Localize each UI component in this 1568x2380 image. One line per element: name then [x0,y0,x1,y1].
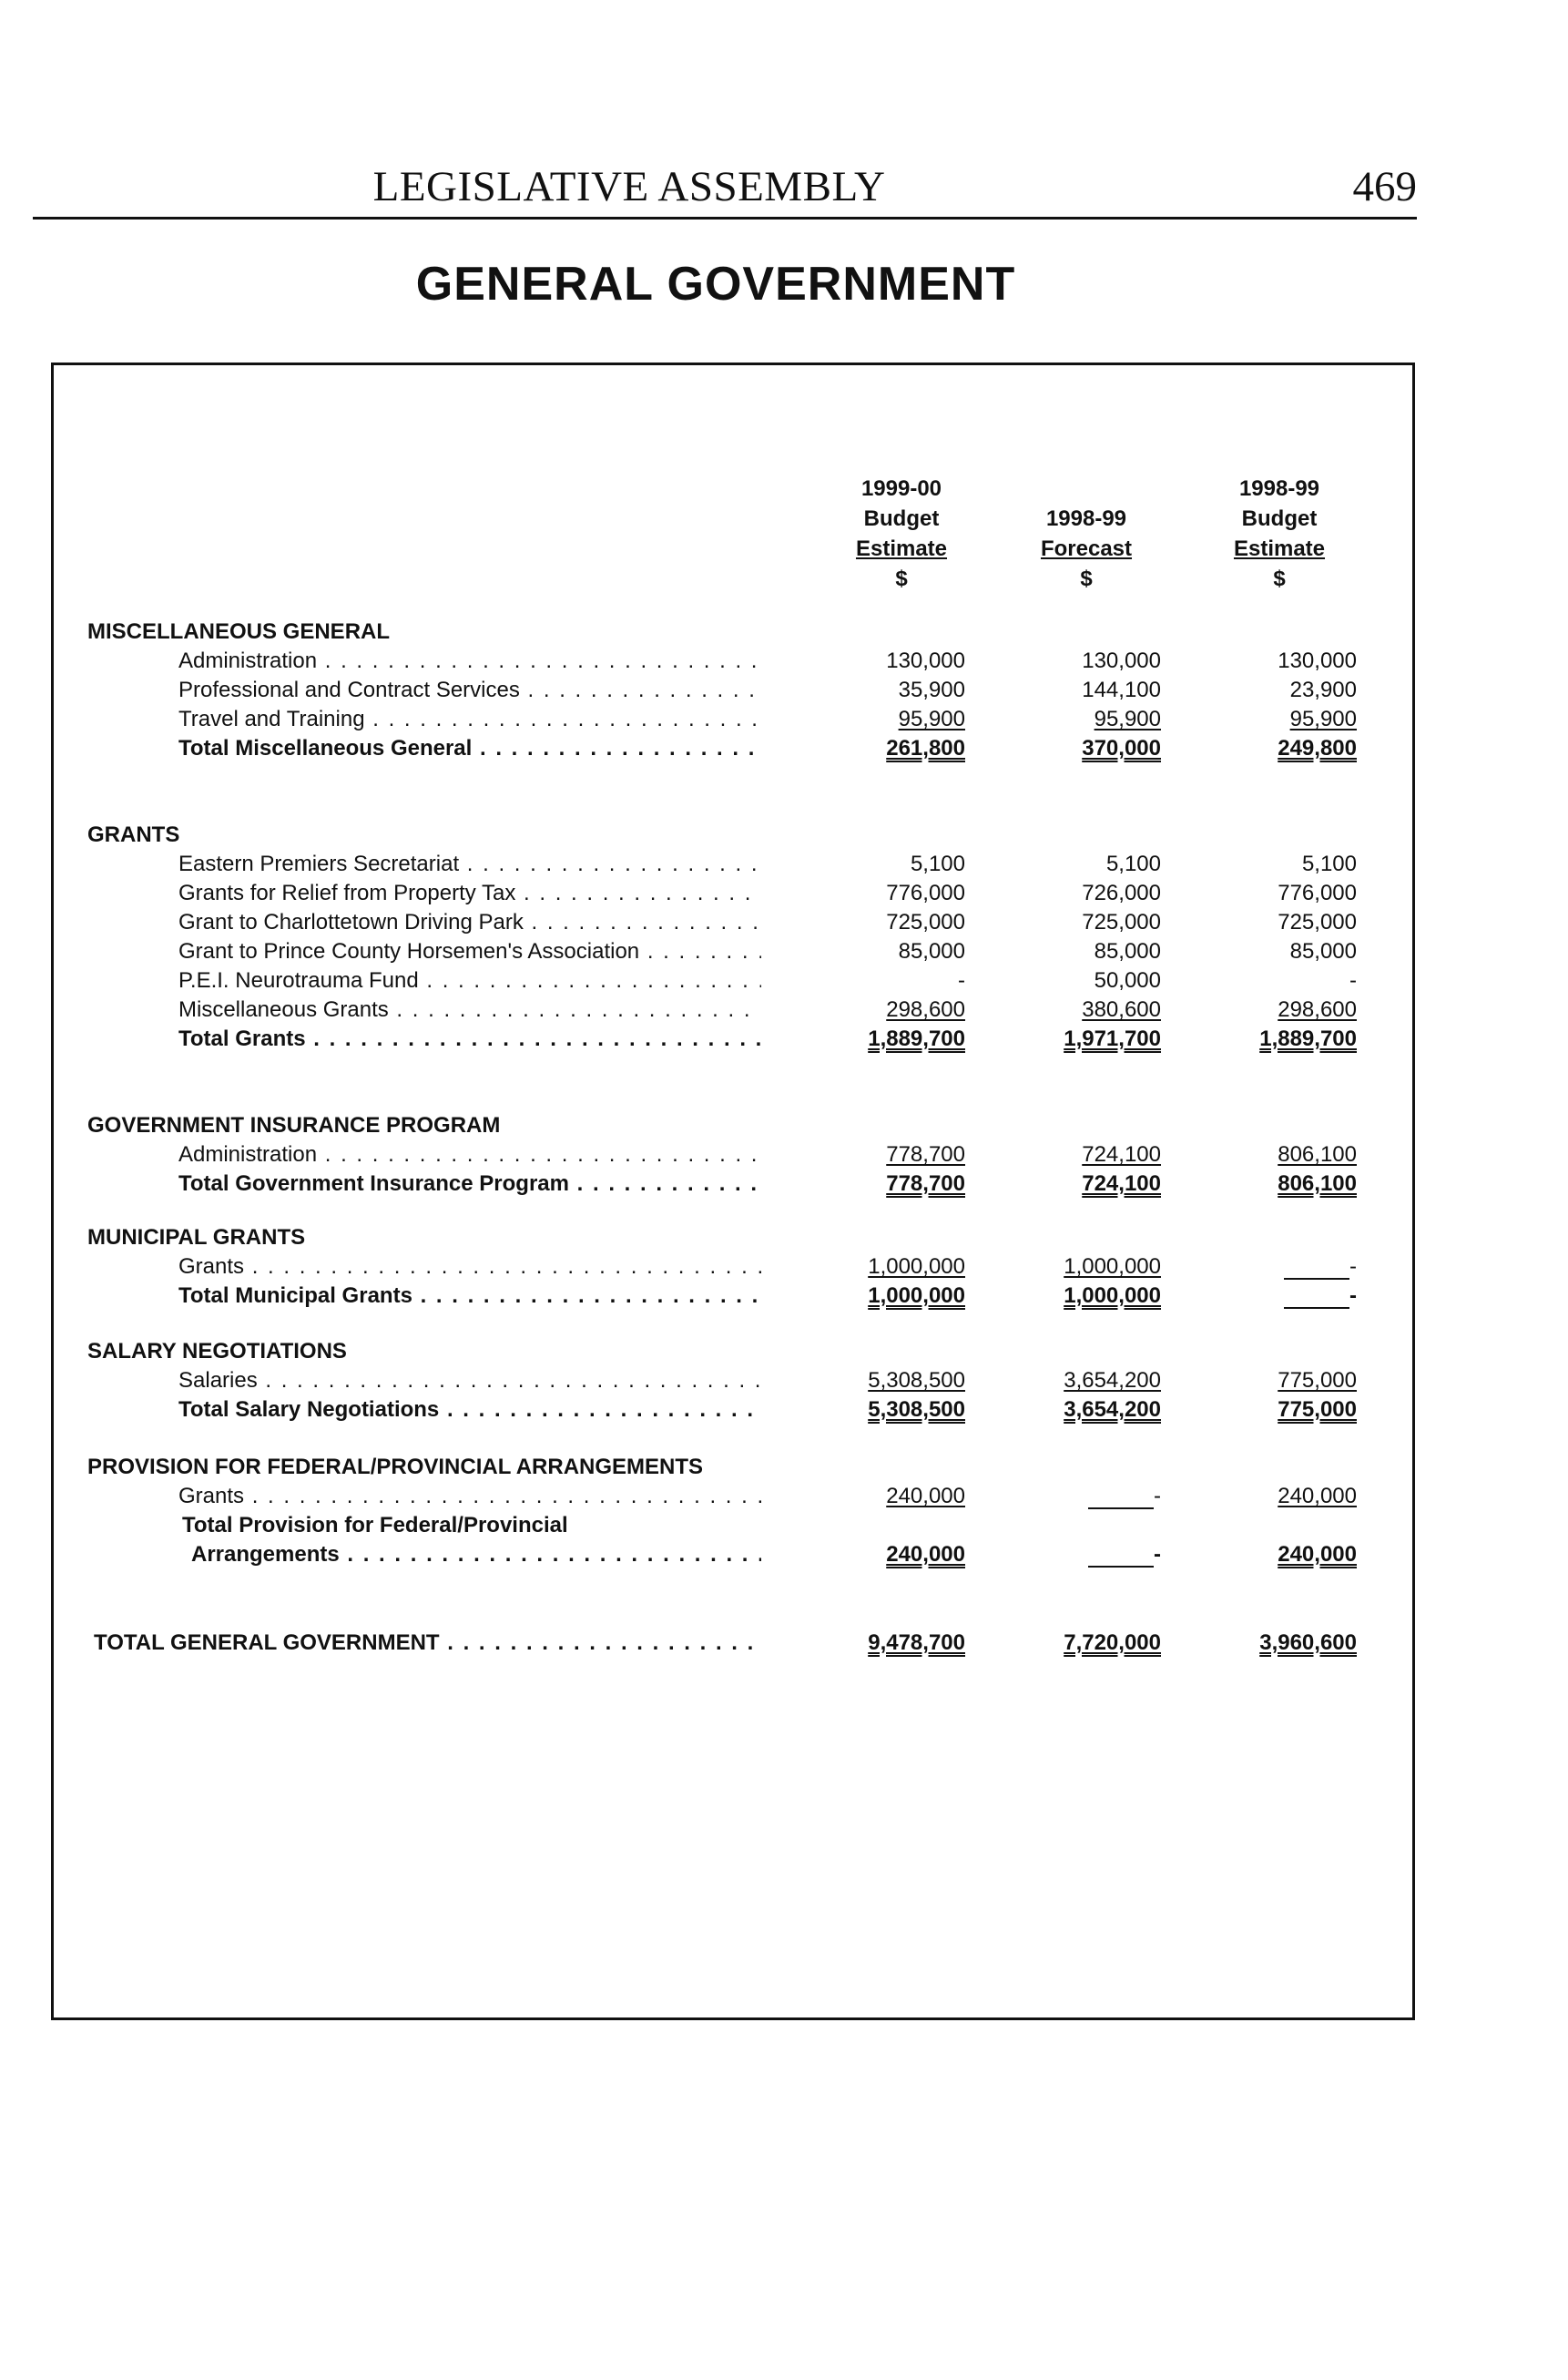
total-row [0,1283,1568,1313]
nil-dash: - [1349,1283,1357,1308]
value-forecast-1998: 380,600 [1082,997,1161,1022]
value-budget-1999: 95,900 [898,707,965,731]
running-header [33,162,1417,220]
value-budget-1998: 3,960,600 [1259,1630,1357,1655]
total-row [0,1542,1568,1571]
value-budget-1999: 240,000 [886,1484,965,1508]
value-budget-1998: 23,900 [1289,678,1357,702]
section-title-grants: GRANTS [87,822,180,847]
value-forecast-1998: 144,100 [1082,678,1161,702]
value-budget-1998: 775,000 [1278,1397,1357,1422]
table-row [0,1254,1568,1283]
value-budget-1998: 5,100 [1301,852,1357,876]
column-line3: Estimate [1233,536,1326,561]
value-budget-1999: 5,308,500 [868,1397,965,1422]
value-budget-1999: 1,000,000 [868,1283,965,1308]
value-budget-1999: - [958,968,965,993]
column-line2: 1998-99 [1045,506,1127,531]
value-budget-1999: 778,700 [886,1142,965,1167]
value-budget-1999: 35,900 [898,678,965,702]
table-row [0,1142,1568,1171]
value-forecast-1998: 3,654,200 [1064,1368,1161,1393]
grand-total-row [0,1630,1568,1660]
nil-line [1284,1258,1349,1280]
row-label: Total Government Insurance Program . . . [178,1171,761,1197]
value-budget-1998: 95,900 [1289,707,1357,731]
value-budget-1998: 298,600 [1278,997,1357,1022]
row-label: Administration . . . [178,1142,761,1168]
value-forecast-1998: 726,000 [1082,881,1161,905]
row-label: Total Grants . . . [178,1027,761,1052]
table-row [0,707,1568,736]
value-budget-1999: 85,000 [898,939,965,964]
value-forecast-1998: 1,971,700 [1064,1027,1161,1051]
value-budget-1998 [1193,1254,1357,1280]
value-budget-1998: 130,000 [1278,649,1357,673]
value-budget-1999: 1,889,700 [868,1027,965,1051]
row-label: Grants for Relief from Property Tax . . . [178,881,761,906]
section-title-provision: PROVISION FOR FEDERAL/PROVINCIAL ARRANGEMENTS [87,1455,704,1479]
row-label: Professional and Contract Services . . . [178,678,761,703]
row-label: Miscellaneous Grants . . . [178,997,761,1023]
table-row [0,997,1568,1027]
column-unit: $ [1080,567,1093,591]
column-unit: $ [895,567,908,591]
value-budget-1999: 298,600 [886,997,965,1022]
value-forecast-1998: 724,100 [1082,1171,1161,1196]
column-year: 1999-00 [860,476,942,501]
section-title-municipal: MUNICIPAL GRANTS [87,1225,306,1250]
table-row [0,852,1568,881]
table-row [0,649,1568,678]
total-row [0,1171,1568,1200]
nil-dash: - [1154,1542,1161,1567]
row-label: Travel and Training . . . [178,707,761,732]
row-label: Total Miscellaneous General . . . [178,736,761,761]
value-forecast-1998: 85,000 [1094,939,1161,964]
row-label: Administration . . . [178,649,761,674]
row-label: Grant to Prince County Horsemen's Association . . . [178,939,761,965]
value-budget-1999: 5,308,500 [868,1368,965,1393]
table-row [0,881,1568,910]
value-budget-1999: 5,100 [910,852,965,876]
column-header-budget-1998 [1179,474,1380,594]
total-row [0,1027,1568,1056]
table-row [0,1484,1568,1513]
value-budget-1999: 1,000,000 [868,1254,965,1279]
nil-line [1088,1487,1154,1509]
value-forecast-1998: 725,000 [1082,910,1161,935]
column-year [986,474,1186,504]
row-label: Total Municipal Grants . . . [178,1283,761,1309]
value-budget-1998: 85,000 [1289,939,1357,964]
value-budget-1998: 775,000 [1278,1368,1357,1393]
table-row [0,939,1568,968]
table-row [0,678,1568,707]
value-forecast-1998 [997,1542,1161,1568]
row-label: Grants . . . [178,1484,761,1509]
column-line2: Budget [1241,506,1318,531]
row-label: Grant to Charlottetown Driving Park . . . [178,910,761,935]
row-label: P.E.I. Neurotrauma Fund . . . [178,968,761,994]
column-header-budget-1999 [801,474,1002,594]
value-forecast-1998: 95,900 [1094,707,1161,731]
column-header-forecast-1998 [986,474,1186,594]
value-forecast-1998: 1,000,000 [1064,1283,1161,1308]
table-row [0,968,1568,997]
row-label: Total Salary Negotiations . . . [178,1397,761,1423]
column-unit: $ [1273,567,1286,591]
value-budget-1998: - [1349,968,1357,993]
value-budget-1999: 9,478,700 [868,1630,965,1655]
value-forecast-1998: 724,100 [1082,1142,1161,1167]
table-row [0,910,1568,939]
value-budget-1999: 261,800 [886,736,965,761]
grand-total-label: TOTAL GENERAL GOVERNMENT . . . [94,1630,761,1656]
row-label: Grants . . . [178,1254,761,1280]
value-forecast-1998: 50,000 [1094,968,1161,993]
value-budget-1998: 806,100 [1278,1142,1357,1167]
value-budget-1998: 776,000 [1278,881,1357,905]
column-line3: Estimate [855,536,948,561]
value-budget-1998: 249,800 [1278,736,1357,761]
value-budget-1999: 776,000 [886,881,965,905]
page-title: GENERAL GOVERNMENT [415,258,1016,311]
value-budget-1998: 725,000 [1278,910,1357,935]
column-line3: Forecast [1040,536,1133,561]
page-number: 469 [1352,163,1417,210]
nil-dash: - [1154,1484,1161,1508]
value-budget-1999: 725,000 [886,910,965,935]
section-title-insurance: GOVERNMENT INSURANCE PROGRAM [87,1113,501,1138]
total-label-line1: Total Provision for Federal/Provincial [182,1513,568,1537]
value-budget-1998: 806,100 [1278,1171,1357,1196]
section-title-miscellaneous: MISCELLANEOUS GENERAL [87,619,391,644]
value-budget-1999: 130,000 [886,649,965,673]
row-label: Salaries . . . [178,1368,761,1394]
table-row [0,1368,1568,1397]
value-budget-1999: 778,700 [886,1171,965,1196]
nil-line [1284,1287,1349,1309]
row-label: Eastern Premiers Secretariat . . . [178,852,761,877]
column-line2: Budget [863,506,940,531]
value-forecast-1998: 7,720,000 [1064,1630,1161,1655]
running-head: LEGISLATIVE ASSEMBLY [372,163,886,210]
nil-dash: - [1349,1254,1357,1279]
value-forecast-1998: 1,000,000 [1064,1254,1161,1279]
value-forecast-1998: 370,000 [1082,736,1161,761]
value-budget-1998: 240,000 [1278,1542,1357,1567]
column-year: 1998-99 [1238,476,1320,501]
value-budget-1998: 1,889,700 [1259,1027,1357,1051]
value-budget-1998: 240,000 [1278,1484,1357,1508]
value-forecast-1998: 3,654,200 [1064,1397,1161,1422]
nil-line [1088,1546,1154,1568]
section-title-salary: SALARY NEGOTIATIONS [87,1339,347,1364]
total-row [0,736,1568,765]
row-label: Arrangements . . . [191,1542,761,1568]
value-forecast-1998: 130,000 [1082,649,1161,673]
value-budget-1999: 240,000 [886,1542,965,1567]
total-row [0,1397,1568,1426]
value-budget-1998 [1193,1283,1357,1309]
value-forecast-1998: 5,100 [1105,852,1161,876]
value-forecast-1998 [997,1484,1161,1509]
